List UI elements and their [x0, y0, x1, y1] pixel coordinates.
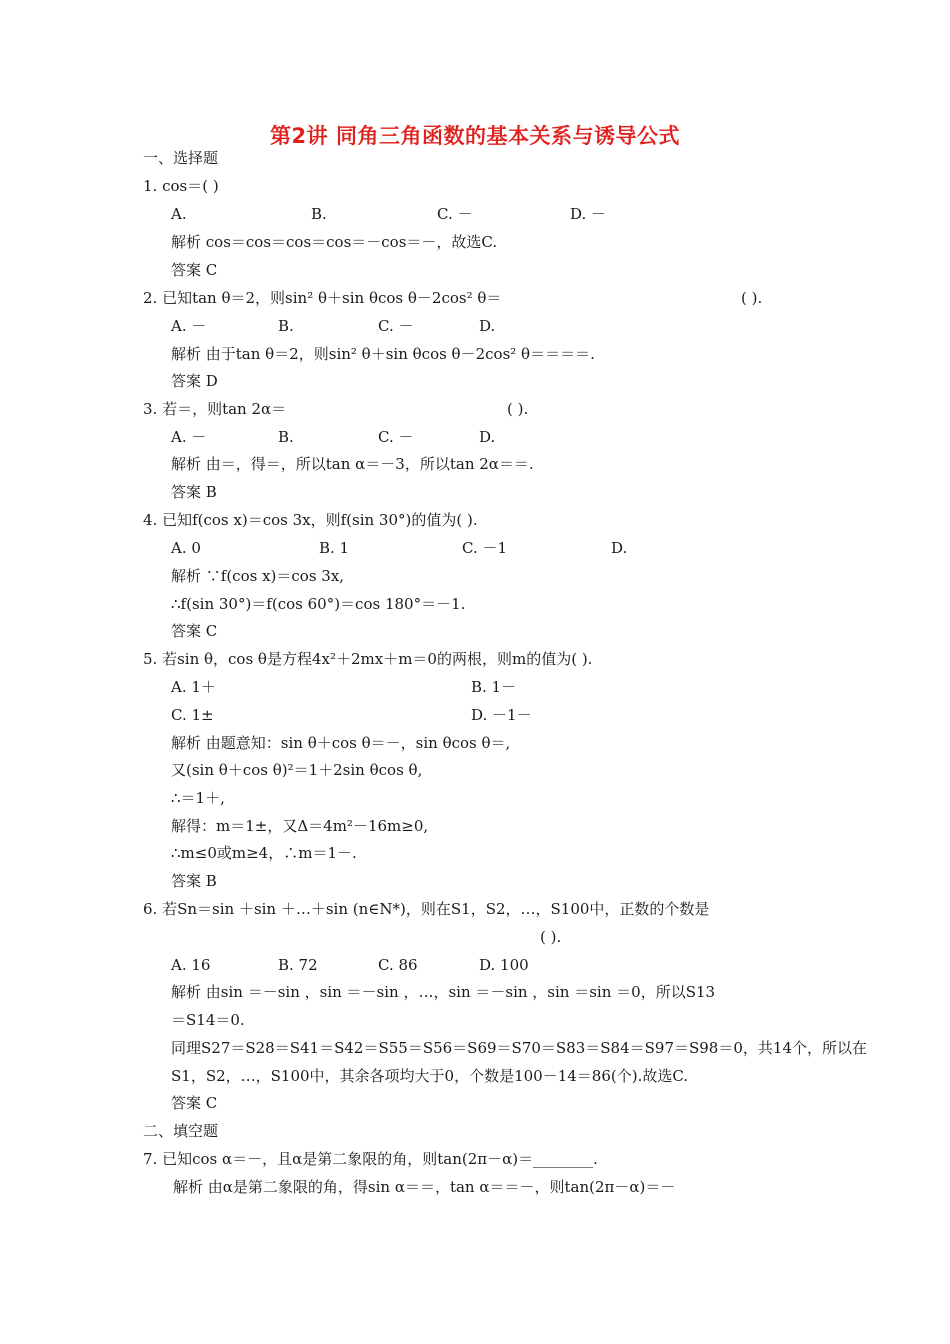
question-3-option-d: D. — [479, 428, 496, 446]
question-6-option-d: D. 100 — [479, 956, 529, 974]
question-3-answer: 答案 B — [171, 483, 217, 501]
question-2-stem: 2. 已知tan θ＝2，则sin² θ＋sin θcos θ－2cos² θ＝ — [143, 289, 502, 307]
question-1-answer: 答案 C — [171, 261, 218, 279]
question-1-option-a: A. — [171, 205, 187, 223]
question-5-option-d: D. －1－ — [471, 706, 532, 724]
question-2-option-c: C. － — [378, 317, 414, 335]
question-3-bracket: ( ). — [507, 400, 529, 418]
question-3-option-b: B. — [278, 428, 294, 446]
question-4-option-d: D. — [611, 539, 628, 557]
question-1-option-b: B. — [311, 205, 327, 223]
question-6-answer: 答案 C — [171, 1094, 218, 1112]
question-3-option-c: C. － — [378, 428, 414, 446]
question-4-analysis-line-1: 解析 ∵f(cos x)＝cos 3x, — [171, 567, 345, 585]
question-6-analysis-line-3: 同理S27＝S28＝S41＝S42＝S55＝S56＝S69＝S70＝S83＝S84＝S97＝S98＝0，共14个，所以在 — [171, 1039, 867, 1057]
question-6-bracket: ( ). — [540, 928, 562, 946]
question-6-stem: 6. 若Sn＝sin ＋sin ＋…＋sin (n∈N*)，则在S1，S2，…，S100中，正数的个数是 — [143, 900, 710, 918]
question-6-option-c: C. 86 — [378, 956, 418, 974]
question-5-stem: 5. 若sin θ，cos θ是方程4x²＋2mx＋m＝0的两根，则m的值为( ). — [143, 650, 593, 668]
question-7-stem: 7. 已知cos α＝－，且α是第二象限的角，则tan(2π－α)＝________. — [143, 1150, 598, 1168]
question-5-answer: 答案 B — [171, 872, 217, 890]
question-5-analysis-line-2: 又(sin θ＋cos θ)²＝1＋2sin θcos θ, — [171, 761, 423, 779]
question-5-option-c: C. 1± — [171, 706, 214, 724]
question-6-option-b: B. 72 — [278, 956, 318, 974]
question-4-option-b: B. 1 — [319, 539, 350, 557]
question-5-analysis-line-1: 解析 由题意知：sin θ＋cos θ＝－，sin θcos θ＝, — [171, 734, 511, 752]
question-5-analysis-line-4: 解得：m＝1±，又Δ＝4m²－16m≥0, — [171, 817, 429, 835]
question-3-analysis: 解析 由＝，得＝，所以tan α＝－3，所以tan 2α＝＝. — [171, 455, 534, 473]
question-2-option-a: A. － — [171, 317, 207, 335]
question-2-option-d: D. — [479, 317, 496, 335]
question-5-option-a: A. 1＋ — [171, 678, 216, 696]
question-4-analysis-line-2: ∴f(sin 30°)＝f(cos 60°)＝cos 180°＝－1. — [171, 595, 466, 613]
question-3-option-a: A. － — [171, 428, 207, 446]
question-1-option-c: C. － — [437, 205, 473, 223]
question-2-option-b: B. — [278, 317, 294, 335]
question-5-analysis-line-5: ∴m≤0或m≥4，∴m＝1－. — [171, 844, 357, 862]
question-6-analysis-line-1: 解析 由sin ＝－sin ，sin ＝－sin ，…，sin ＝－sin ，sin ＝sin ＝0，所以S13 — [171, 983, 716, 1001]
question-4-option-c: C. －1 — [462, 539, 508, 557]
question-1-stem: 1. cos＝( ) — [143, 177, 219, 195]
question-1-option-d: D. － — [570, 205, 607, 223]
question-7-analysis: 解析 由α是第二象限的角，得sin α＝＝，tan α＝＝－，则tan(2π－α)＝－ — [173, 1178, 676, 1196]
question-5-option-b: B. 1－ — [471, 678, 517, 696]
question-1-analysis: 解析 cos＝cos＝cos＝cos＝－cos＝－，故选C. — [171, 233, 498, 251]
question-3-stem: 3. 若＝，则tan 2α＝ — [143, 400, 287, 418]
question-6-analysis-line-2: ＝S14＝0. — [171, 1011, 245, 1029]
question-6-analysis-line-4: S1，S2，…，S100中，其余各项均大于0，个数是100－14＝86(个).故选C. — [171, 1067, 689, 1085]
question-6-option-a: A. 16 — [171, 956, 211, 974]
question-2-answer: 答案 D — [171, 372, 218, 390]
page-title: 第2讲 同角三角函数的基本关系与诱导公式 — [270, 124, 680, 148]
question-4-option-a: A. 0 — [171, 539, 201, 557]
question-4-stem: 4. 已知f(cos x)＝cos 3x，则f(sin 30°)的值为( ). — [143, 511, 478, 529]
question-2-bracket: ( ). — [741, 289, 763, 307]
section-heading-choice: 一、选择题 — [143, 149, 219, 167]
question-2-analysis: 解析 由于tan θ＝2，则sin² θ＋sin θcos θ－2cos² θ＝＝＝＝. — [171, 345, 595, 363]
section-heading-fill-in: 二、填空题 — [143, 1122, 219, 1140]
question-5-analysis-line-3: ∴＝1＋, — [171, 789, 225, 807]
question-4-answer: 答案 C — [171, 622, 218, 640]
